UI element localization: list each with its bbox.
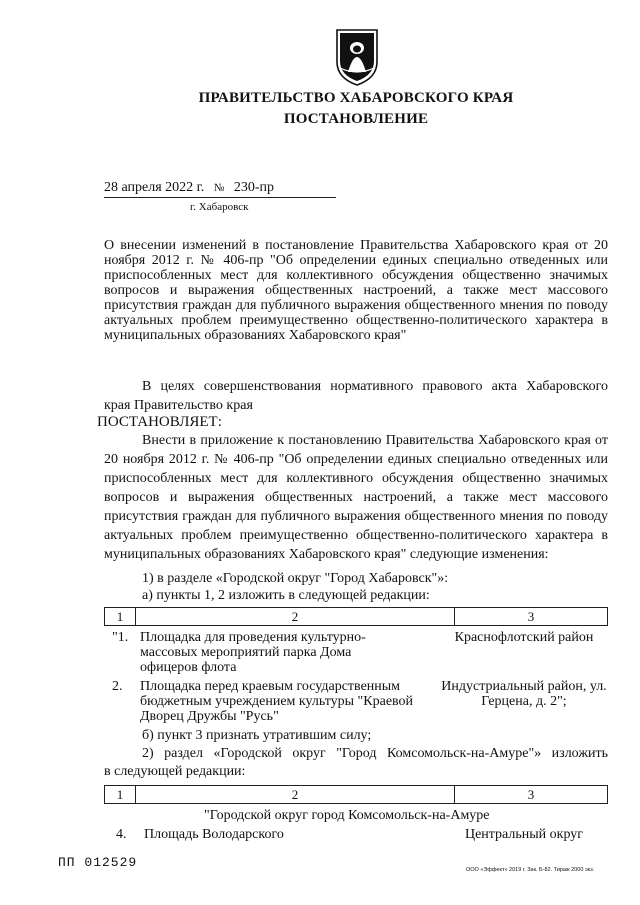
table2-col-3: 3 — [455, 786, 608, 804]
row-place: Площадь Володарского — [144, 827, 284, 842]
doc-number: 230-пр — [233, 180, 274, 195]
doc-city: г. Хабаровск — [190, 201, 249, 213]
table2-col-1: 1 — [105, 786, 136, 804]
doc-date: 28 апреля 2022 г. — [104, 180, 205, 195]
row-place: Площадка для проведения культурно-массовых мероприятий парка Дома офицеров флота — [140, 630, 366, 675]
date-underline — [104, 197, 336, 198]
intro-line-1: В целях совершенствования нормативного правового акта Хабаровского — [142, 379, 608, 394]
table1-col-2: 2 — [136, 608, 455, 626]
doc-subject: О внесении изменений в постановление Правительства Хабаровского края от 20 ноября 2012 г. № 406-пр "Об определении единых специально отведенных или приспособленных мест для коллективного обсуждения общественно значимых вопросов и выражения общественных настроений, а также мест массового присутствия граждан для публичного выражения общественного мнения по поводу актуальных проблем преимущественно общественно-политического характера в муниципальных образованиях Хабаровского края" — [104, 238, 608, 343]
main-paragraph: Внести в приложение к постановлению Правительства Хабаровского края от 20 ноября 2012 г. № 406-пр "Об определении единых специально отведенных или приспособленных мест для коллективного обсуждения общественно значимых вопросов и выражения общественных настроений, а также мест массового присутствия граждан для публичного выражения общественного мнения по поводу актуальных проблем преимущественно общественно-политического характера в муниципальных образованиях Хабаровского края" следующие изменения: — [104, 433, 608, 562]
coat-of-arms-icon — [334, 28, 380, 86]
item-1a: а) пункты 1, 2 изложить в следующей редакции: — [142, 588, 430, 603]
org-title: ПРАВИТЕЛЬСТВО ХАБАРОВСКОГО КРАЯ — [198, 90, 514, 106]
table1-col-1: 1 — [105, 608, 136, 626]
item-2-line-2: в следующей редакции: — [104, 764, 246, 779]
item-1b: б) пункт 3 признать утратившим силу; — [142, 728, 372, 743]
table1-col-3: 3 — [455, 608, 608, 626]
table2-header — [104, 785, 608, 804]
doc-type-title: ПОСТАНОВЛЕНИЕ — [283, 111, 429, 127]
row-number: 2. — [112, 679, 123, 694]
item-1: 1) в разделе «Городской округ "Город Хабаровск"»: — [142, 571, 449, 586]
serial-number: ПП 012529 — [58, 855, 138, 870]
table1-header — [104, 607, 608, 626]
item-2-line-1: 2) раздел «Городской округ "Город Комсомольск-на-Амуре"» изложить — [142, 746, 608, 761]
decree-word: ПОСТАНОВЛЯЕТ: — [97, 414, 222, 430]
intro-line-2: края Правительство края — [104, 398, 253, 413]
doc-date-number — [104, 180, 274, 196]
row-number: 4. — [116, 827, 127, 842]
number-label: № — [213, 182, 225, 194]
row-number: "1. — [112, 630, 129, 645]
row-district: Индустриальный район, ул. Герцена, д. 2"; — [441, 679, 607, 709]
row-place: Площадка перед краевым государственным бюджетным учреждением культуры "Краевой Дворец Дружбы "Русь" — [140, 679, 414, 724]
table2-col-2: 2 — [136, 786, 455, 804]
table2-section-title: "Городской округ город Комсомольск-на-Амуре — [204, 808, 490, 823]
row-district: Центральный округ — [464, 827, 584, 842]
row-district: Краснофлотский район — [454, 630, 594, 645]
print-imprint: ООО «Эффект» 2019 г. Зак. Б-82. Тираж 2000 экз. — [466, 867, 595, 873]
